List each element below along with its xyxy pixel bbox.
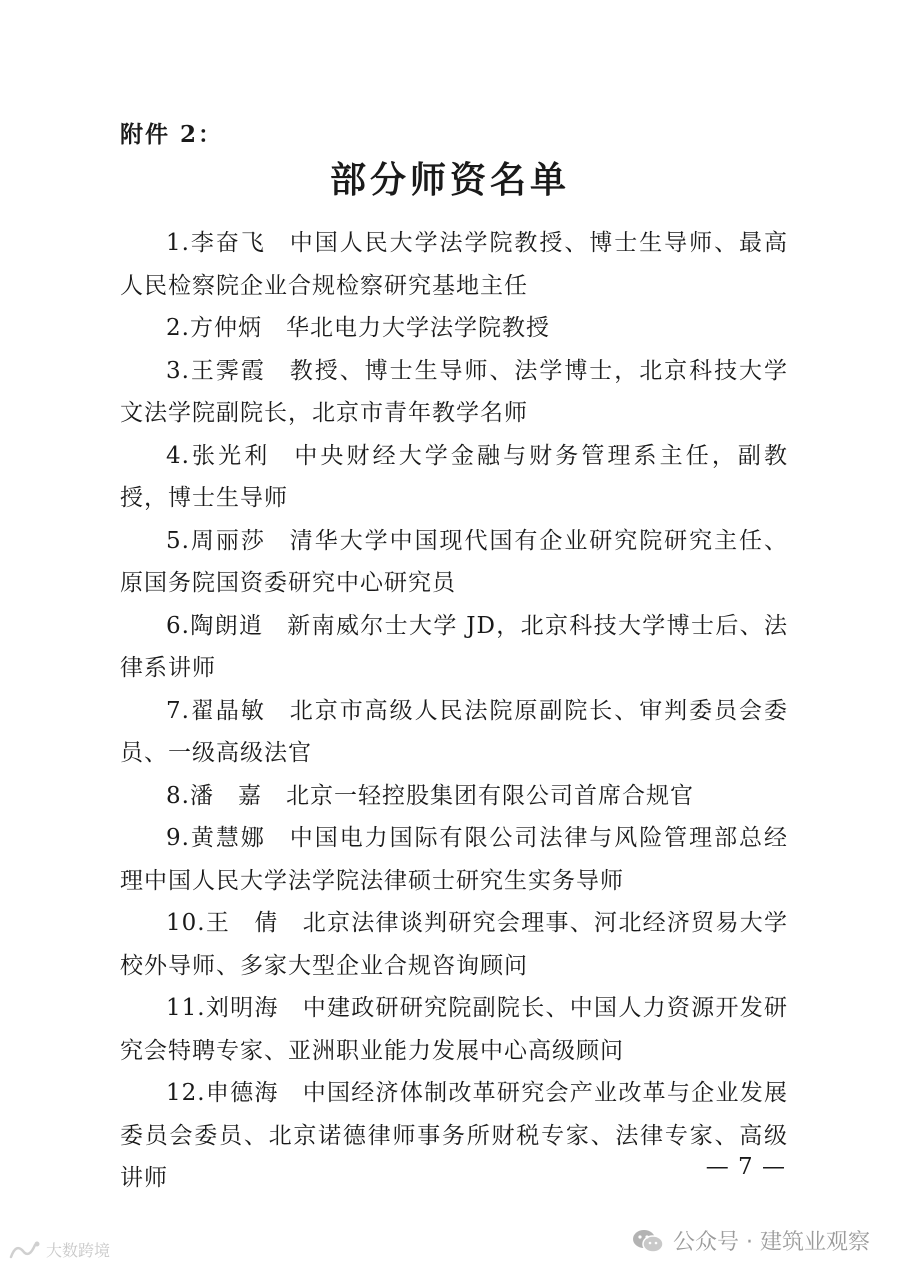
faculty-name: 2.方仲炳 [166,315,262,341]
faculty-description: 北京市高级人民法院原副院长、审判委员会委员、一级高级法官 [120,697,788,766]
faculty-list [120,222,788,1200]
list-item [120,1072,788,1200]
watermark-text: 公众号 · 建筑业观察 [673,1230,870,1255]
faculty-name: 10.王 倩 [166,910,279,936]
source-logo-icon [8,1239,42,1261]
faculty-name: 9.黄慧娜 [166,825,266,851]
faculty-name: 12.申德海 [166,1080,279,1106]
list-item [120,690,788,775]
source-mark [8,1238,110,1261]
faculty-description: 华北电力大学法学院教授 [285,315,550,341]
source-text: 大数跨境 [46,1241,111,1260]
faculty-description: 中国经济体制改革研究会产业改革与企业发展委员会委员、北京诺德律师事务所财税专家、法律专家、高级讲师 [120,1080,789,1191]
faculty-description: 中国人民大学法学院教授、博士生导师、最高人民检察院企业合规检察研究基地主任 [120,230,788,299]
list-item [120,350,788,435]
list-item [120,775,788,818]
list-item [120,222,788,307]
faculty-name: 4.张光利 [166,442,271,469]
faculty-description: 中国电力国际有限公司法律与风险管理部总经理中国人民大学法学院法律硕士研究生实务导师 [120,825,788,894]
faculty-name: 8.潘 嘉 [166,782,262,809]
list-item [120,987,788,1072]
faculty-name: 11.刘明海 [166,995,279,1021]
faculty-description: 中央财经大学金融与财务管理系主任，副教授，博士生导师 [120,442,789,511]
list-item [120,605,788,690]
attachment-label: 附件 2： [120,121,224,148]
list-item [120,817,788,902]
faculty-name: 6.陶朗逍 [166,612,264,639]
faculty-description: 北京法律谈判研究会理事、河北经济贸易大学校外导师、多家大型企业合规咨询顾问 [120,910,789,979]
list-item [120,520,788,605]
faculty-name: 3.王霁霞 [166,357,266,384]
list-item [120,307,788,350]
faculty-name: 7.翟晶敏 [166,697,266,724]
faculty-description: 北京一轻控股集团有限公司首席合规官 [285,782,694,809]
wechat-icon [631,1228,665,1254]
faculty-name: 5.周丽莎 [166,527,266,554]
faculty-description: 教授、博士生导师、法学博士，北京科技大学文法学院副院长，北京市青年教学名师 [120,357,788,426]
faculty-name: 1.李奋飞 [166,230,266,256]
page-number: — 7 — [705,1154,786,1180]
page-title: 部分师资名单 [329,159,570,201]
faculty-description: 清华大学中国现代国有企业研究院研究主任、原国务院国资委研究中心研究员 [120,527,788,596]
faculty-description: 新南威尔士大学 JD，北京科技大学博士后、法律系讲师 [120,612,788,681]
list-item [120,435,788,520]
faculty-description: 中建政研研究院副院长、中国人力资源开发研究会特聘专家、亚洲职业能力发展中心高级顾问 [120,995,789,1064]
watermark [631,1225,870,1256]
list-item [120,902,788,987]
